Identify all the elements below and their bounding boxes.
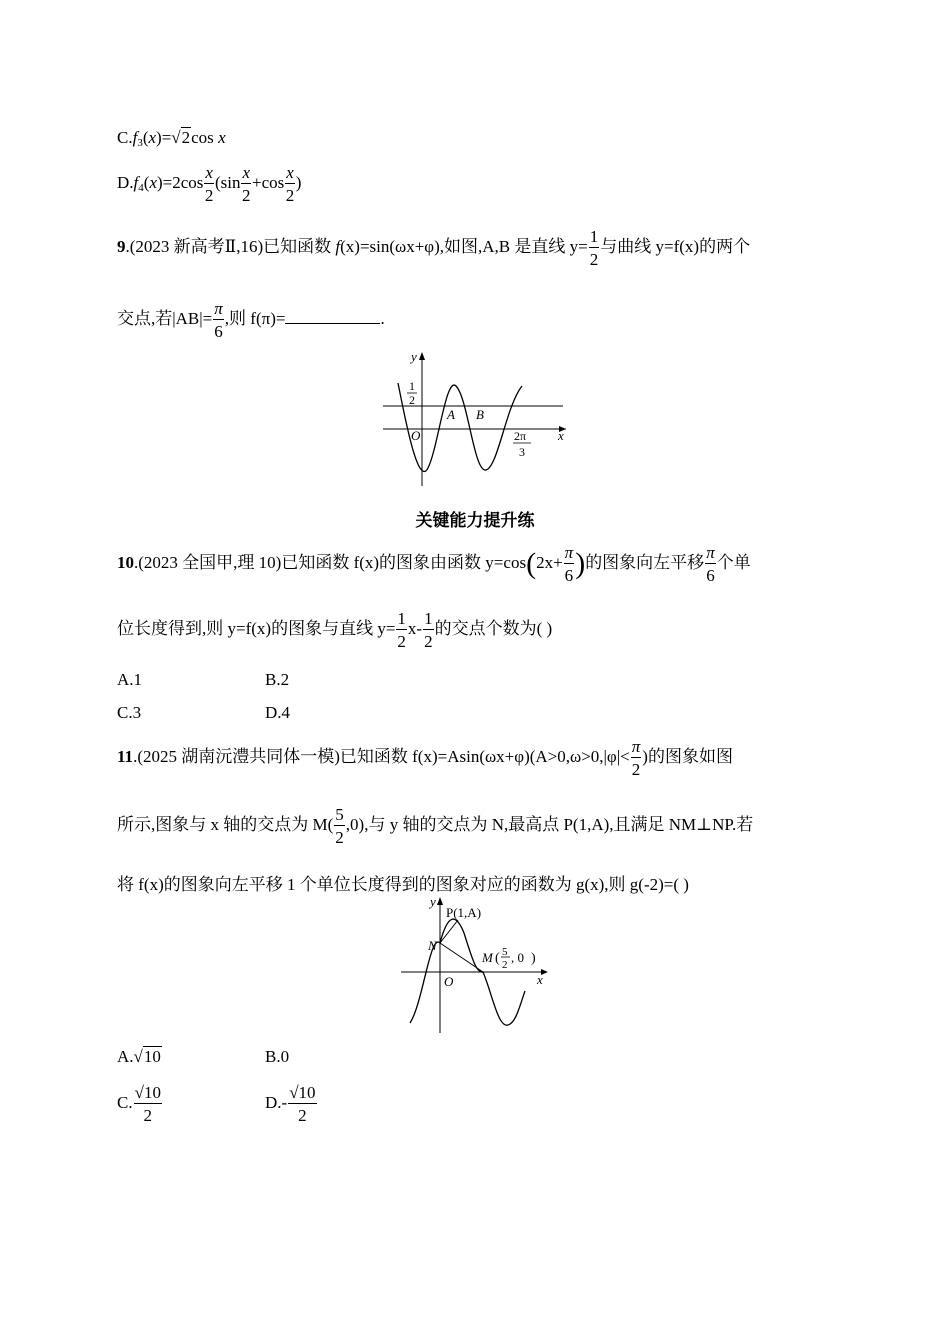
svg-text:(: ( (495, 951, 500, 966)
q11-option-a: A.√10 (117, 1047, 161, 1066)
p-label: P(1,A) (446, 905, 482, 920)
q10-option-b: B.2 (265, 670, 290, 689)
svg-text:): ) (531, 951, 536, 966)
m-label: M (482, 950, 493, 965)
origin-label: O (411, 428, 421, 443)
q11-option-c: C. $\frac{√10}{2}$ (117, 1083, 161, 1125)
x-label: x (558, 428, 564, 443)
q9-graph (378, 348, 578, 493)
half-den: 2 (409, 393, 415, 407)
q9-line1: 9.(2023 新高考Ⅱ,16)已知函数 f(x)=sin(ωx+φ),如图,A,B 是直线 y= $\frac{1}{2}$ 与曲线 y=f(x)的两个 (117, 227, 751, 269)
point-a: A (447, 407, 455, 422)
q11-graph (398, 893, 558, 1038)
q10-line1: 10.(2023 全国甲,理 10)已知函数 f(x)的图象由函数 y=cos(2x+ $\frac{\pi}{6}$ )的图象向左平移 $\frac{\pi}{6}$ 个单 (117, 543, 751, 585)
q11-option-d: D.- $\frac{√10}{2}$ (265, 1083, 316, 1125)
section-heading: 关键能力提升练 (415, 511, 535, 531)
q11-line3: 将 f(x)的图象向左平移 1 个单位长度得到的图象对应的函数为 g(x),则 g(-2)=( ) (117, 875, 689, 894)
sqrt-2: √2 (171, 128, 191, 147)
q11-option-b: B.0 (265, 1047, 290, 1066)
y-label: y (430, 894, 436, 909)
y-label: y (411, 349, 417, 364)
q8-option-c: $C.f_3(x)=√2\cos$ x (117, 128, 226, 149)
tick-den: 3 (519, 445, 525, 459)
m-den: 2 (502, 959, 508, 971)
tick-num: 2π (514, 429, 527, 443)
q11-line1: 11.(2025 湖南沅澧共同体一模)已知函数 f(x)=Asin(ωx+φ)(A>0,ω>0,|φ|< $\frac{\pi}{2}$ )的图象如图 (117, 737, 733, 779)
q10-option-c: C.3 (117, 703, 142, 722)
half-num: 1 (409, 379, 415, 393)
q9-line2: 交点,若|AB|= $\frac{\pi}{6}$ ,则 f(π)= . (117, 299, 385, 341)
m-zero: , 0 (511, 950, 524, 965)
y-arrow (419, 352, 425, 360)
np-segment (440, 920, 458, 943)
q10-line2: 位长度得到,则 y=f(x)的图象与直线 y= $\frac{1}{2}$ x- $\frac{1}{2}$ 的交点个数为( ) (117, 609, 553, 651)
x-label: x (537, 972, 543, 987)
n-label: N (428, 938, 437, 953)
q11-line2: 所示,图象与 x 轴的交点为 M( $\frac{5}{2}$ ,0),与 y 轴的交点为 N,最高点 P(1,A),且满足 NM⊥NP.若 (117, 805, 754, 847)
q8-option-d: $D.f_4(x)=2\cos$ $\frac{x}{2}$ (sin $\frac{x}{2}$ +cos $\frac{x}{2}$ ) (117, 163, 302, 205)
nm-segment (440, 943, 483, 972)
y-arrow (437, 897, 443, 905)
origin-label: O (444, 974, 454, 989)
point-b: B (476, 407, 484, 422)
answer-blank (285, 309, 380, 324)
q10-option-d: D.4 (265, 703, 291, 722)
m-num: 5 (502, 946, 508, 958)
q10-option-a: A.1 (117, 670, 143, 689)
